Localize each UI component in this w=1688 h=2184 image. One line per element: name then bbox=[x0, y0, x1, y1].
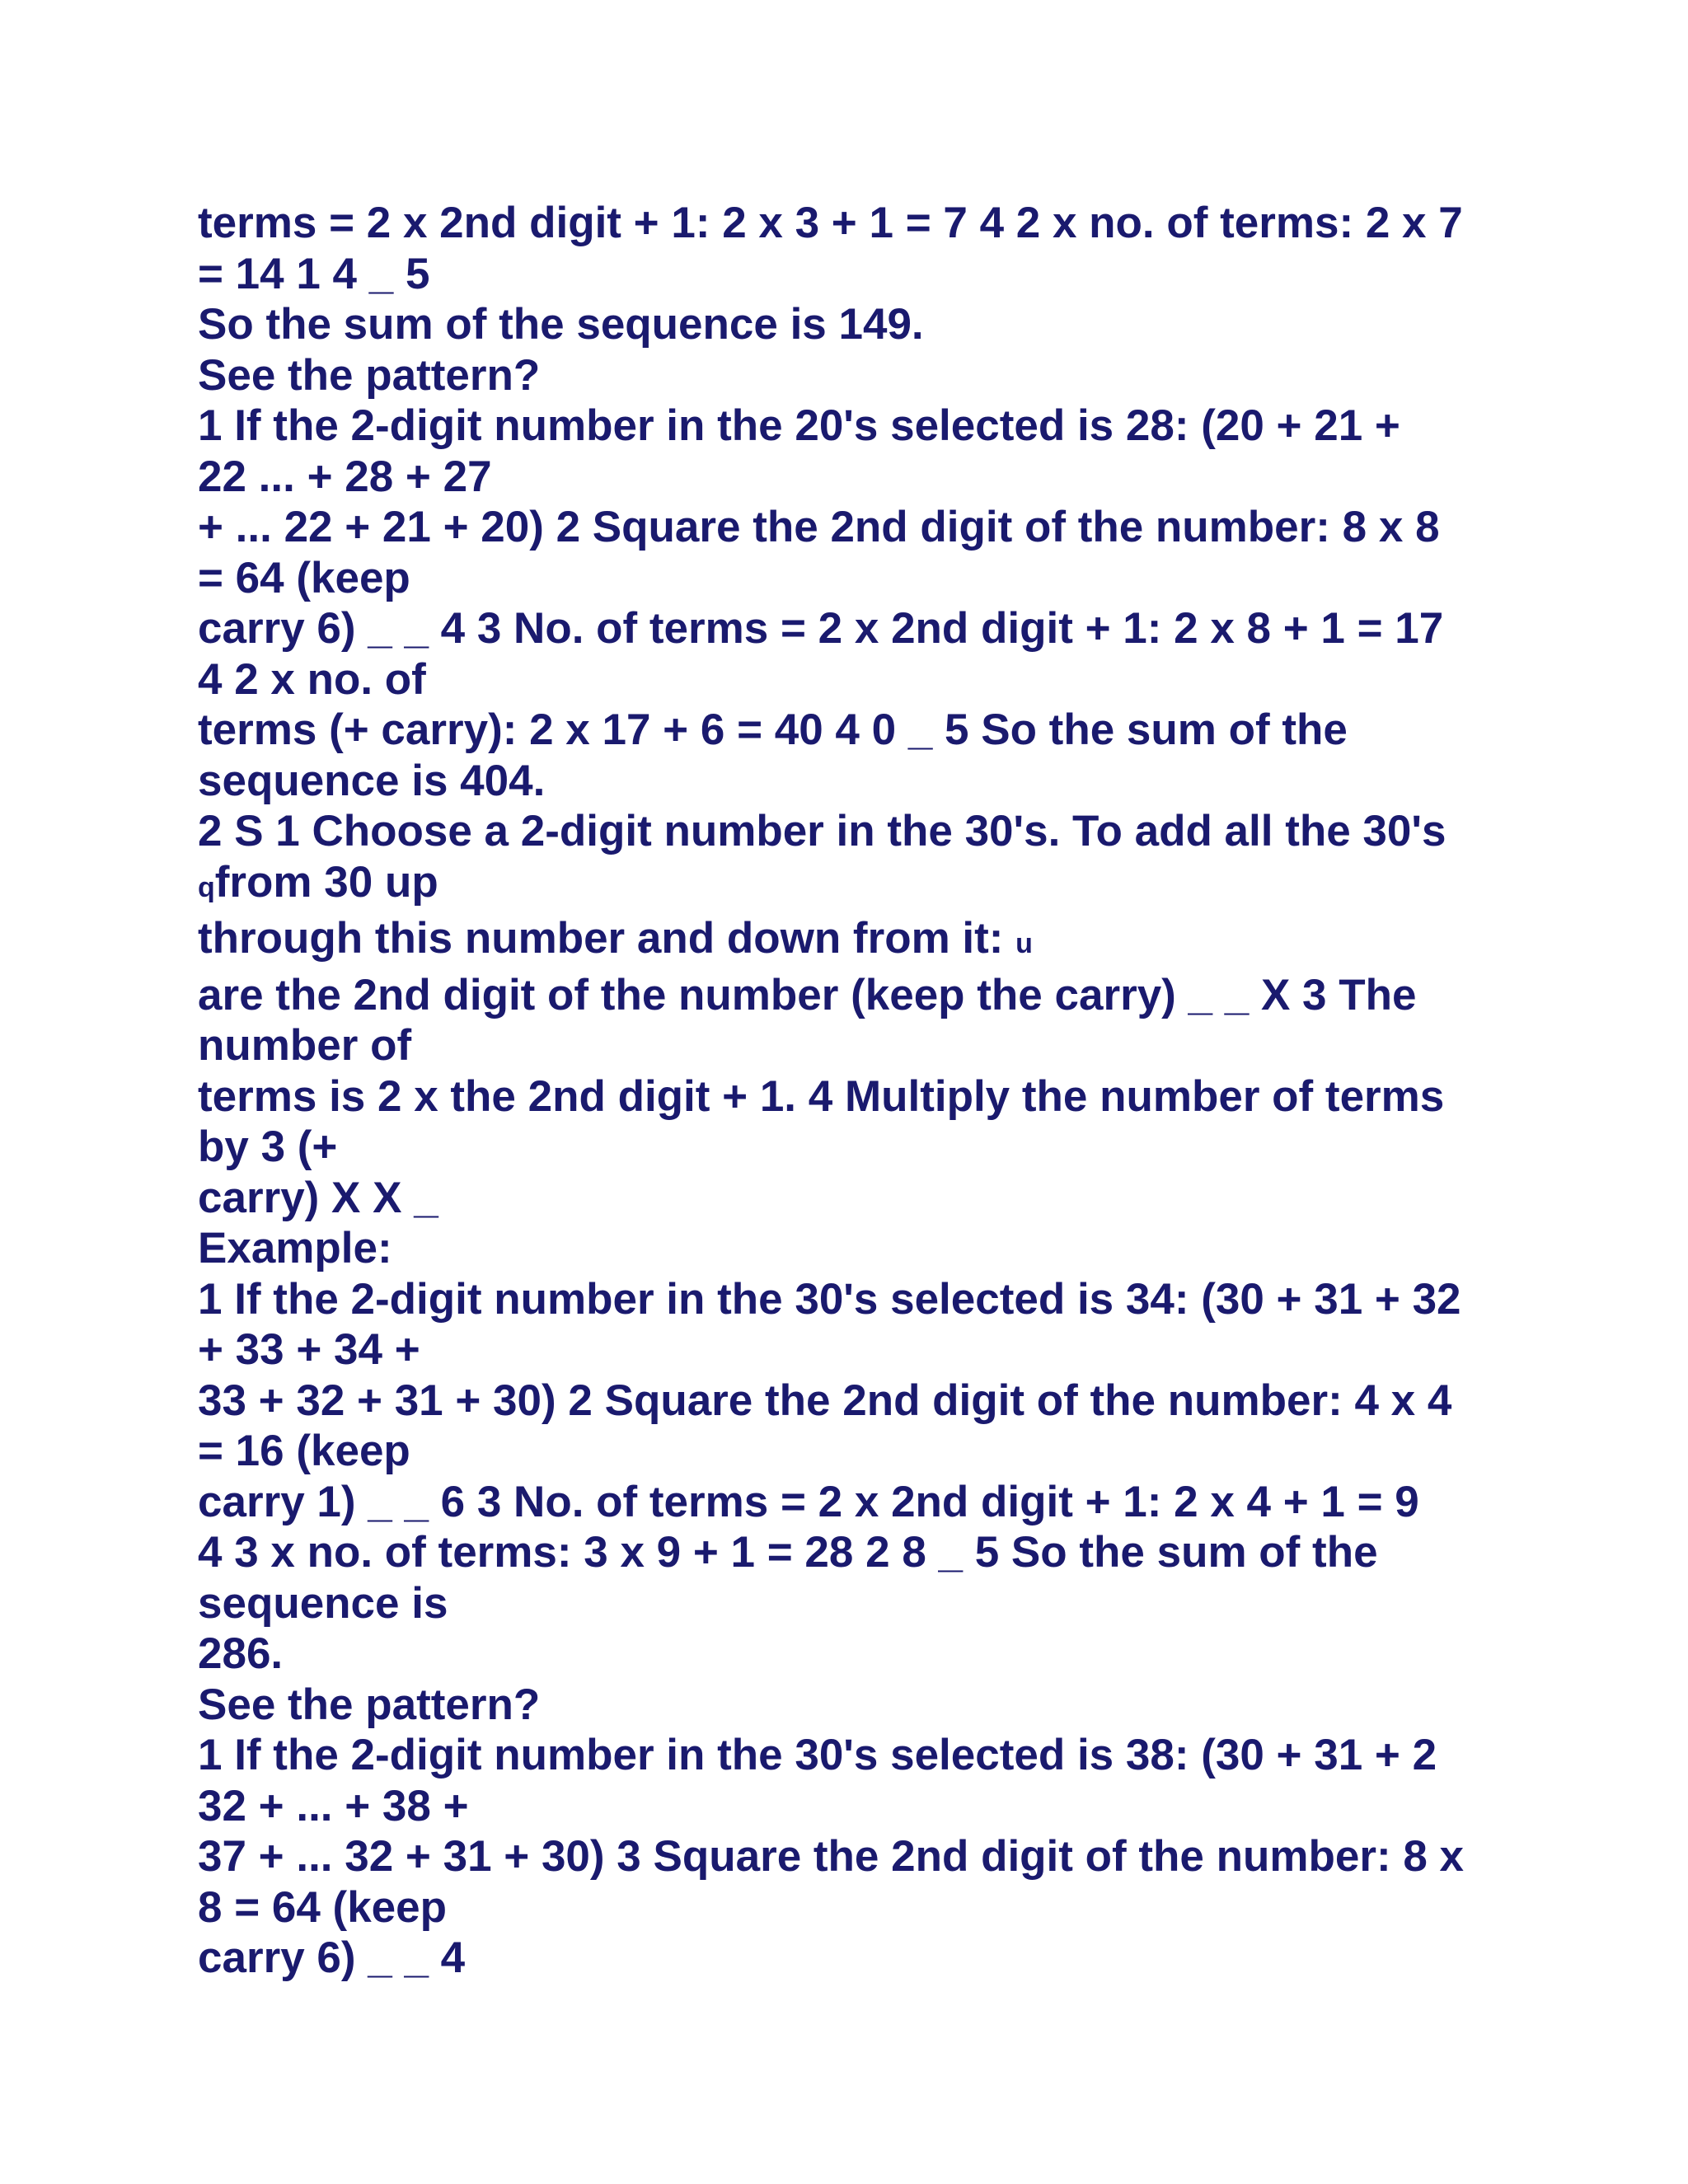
text-line: Example: bbox=[198, 1224, 392, 1272]
text-line: carry 6) _ _ 4 3 No. of terms = 2 x 2nd digit + 1: 2 x 8 + 1 = 17 bbox=[198, 604, 1444, 653]
text-line: terms (+ carry): 2 x 17 + 6 = 40 4 0 _ 5 So the sum of the bbox=[198, 705, 1348, 754]
text-line: 33 + 32 + 31 + 30) 2 Square the 2nd digit of the number: 4 x 4 bbox=[198, 1376, 1452, 1425]
text-line: sequence is 404. bbox=[198, 756, 546, 805]
text-line: number of bbox=[198, 1021, 412, 1070]
text-line: = 64 (keep bbox=[198, 553, 410, 602]
text-line: carry) X X _ bbox=[198, 1173, 438, 1222]
text-line: 32 + ... + 38 + bbox=[198, 1781, 469, 1830]
text-line: + ... 22 + 21 + 20) 2 Square the 2nd digit of the number: 8 x 8 bbox=[198, 503, 1440, 551]
text-line: 8 = 64 (keep bbox=[198, 1882, 448, 1932]
text-line: terms = 2 x 2nd digit + 1: 2 x 3 + 1 = 7 4 2 x no. of terms: 2 x 7 bbox=[198, 199, 1463, 247]
text-line: 4 2 x no. of bbox=[198, 654, 426, 704]
text-line bbox=[198, 913, 1500, 970]
text-line: 4 3 x no. of terms: 3 x 9 + 1 = 28 2 8 _ 5 So the sum of the bbox=[198, 1528, 1378, 1577]
text-fragment: through this number and down from it: bbox=[198, 914, 1016, 963]
small-glyph-q: q bbox=[198, 871, 215, 903]
text-fragment: from 30 up bbox=[214, 857, 438, 907]
text-line: terms is 2 x the 2nd digit + 1. 4 Multiply the number of terms bbox=[198, 1071, 1445, 1121]
text-line: = 16 (keep bbox=[198, 1427, 410, 1475]
text-line bbox=[198, 857, 1500, 914]
text-line: + 33 + 34 + bbox=[198, 1325, 420, 1374]
document-text bbox=[198, 198, 1500, 1984]
text-line: 286. bbox=[198, 1629, 284, 1678]
text-line: are the 2nd digit of the number (keep the carry) _ _ X 3 The bbox=[198, 970, 1417, 1019]
small-glyph-u: u bbox=[1015, 928, 1033, 959]
text-line: carry 6) _ _ 4 bbox=[198, 1933, 466, 1982]
text-line: = 14 1 4 _ 5 bbox=[198, 249, 430, 298]
text-line: by 3 (+ bbox=[198, 1122, 338, 1171]
text-line: 2 S 1 Choose a 2-digit number in the 30's. To add all the 30's bbox=[198, 807, 1447, 855]
text-line: See the pattern? bbox=[198, 1680, 541, 1729]
text-line: So the sum of the sequence is 149. bbox=[198, 300, 924, 349]
text-line: 1 If the 2-digit number in the 30's selected is 34: (30 + 31 + 32 bbox=[198, 1274, 1461, 1324]
text-line: sequence is bbox=[198, 1578, 448, 1628]
text-line: 22 ... + 28 + 27 bbox=[198, 452, 492, 501]
text-line: See the pattern? bbox=[198, 350, 541, 400]
text-line: 37 + ... 32 + 31 + 30) 3 Square the 2nd digit of the number: 8 x bbox=[198, 1832, 1465, 1881]
text-line: 1 If the 2-digit number in the 30's selected is 38: (30 + 31 + 2 bbox=[198, 1731, 1437, 1779]
text-line: 1 If the 2-digit number in the 20's selected is 28: (20 + 21 + bbox=[198, 401, 1400, 450]
text-line: carry 1) _ _ 6 3 No. of terms = 2 x 2nd digit + 1: 2 x 4 + 1 = 9 bbox=[198, 1477, 1419, 1526]
